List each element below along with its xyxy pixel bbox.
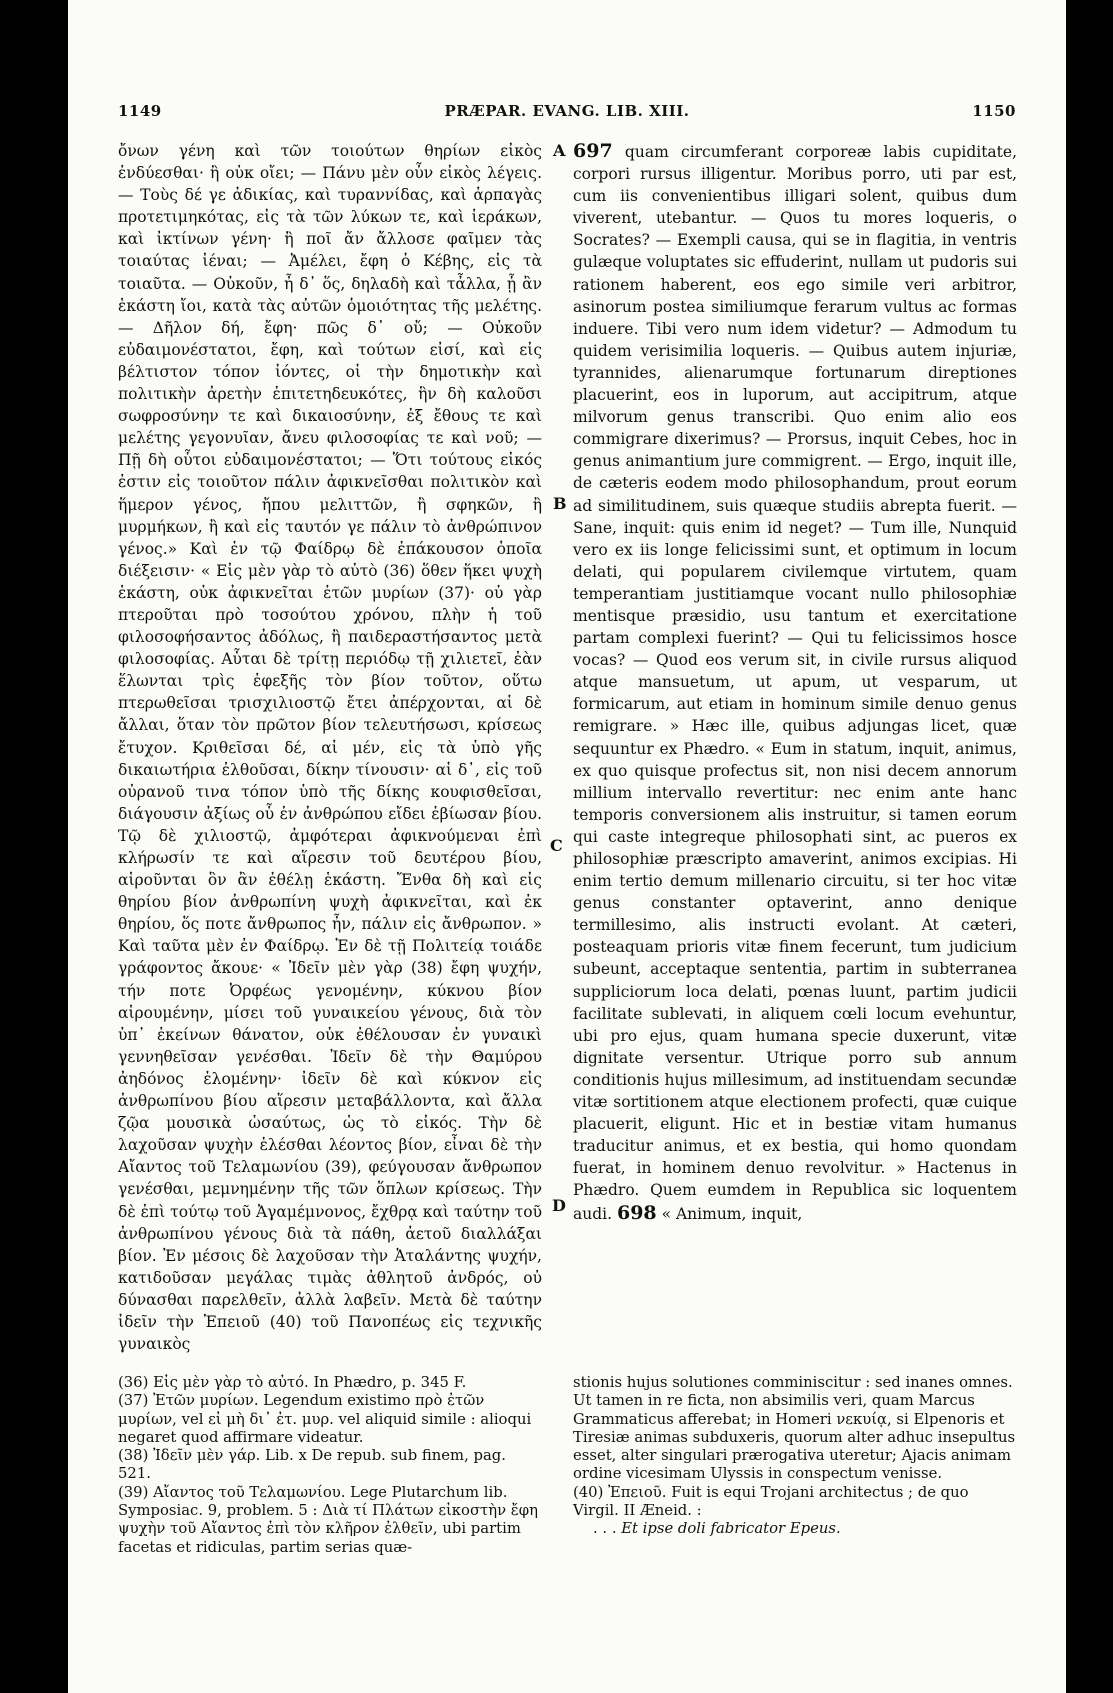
running-header [118,102,1016,128]
greek-text: ὄνων γένη καὶ τῶν τοιούτων θηρίων εἰκὸς ἐνδύεσθαι· ἢ οὐκ οἴει; — Πάνυ μὲν οὖν εἰκὸς λέγεις. — Τοὺς δέ γε ἀδικίας, καὶ τυραννίδας, καὶ ἁρπαγὰς προτετιμηκότας, εἰς τὰ τῶν λύκων τε, καὶ ἱεράκων, καὶ ἰκτίνων γένη· ἢ ποῖ ἄν ἄλλοσε φαῖμεν τὰς τοιαύτας ἰέναι; — Ἀμέλει, ἔφη ὁ Κέβης, εἰς τὰ τοιαῦτα. — Οὐκοῦν, ἦ δ᾽ ὅς, δηλαδὴ καὶ τἆλλα, ᾗ ἂν ἑκάστη ἴοι, κατὰ τὰς αὐτῶν ὁμοιότητας τῆς μελέτης. — Δῆλον δή, ἔφη· πῶς δ᾽ οὔ; — Οὐκοῦν εὐδαιμονέστατοι, ἔφη, καὶ τούτων εἰσί, καὶ εἰς βέλτιστον τόπον ἰόντες, οἱ τὴν δημοτικὴν καὶ πολιτικὴν ἀρετὴν ἐπιτετηδευκότες, ἣν δὴ καλοῦσι σωφροσύνην τε καὶ δικαιοσύνην, ἐξ ἔθους τε καὶ μελέτης γεγονυῖαν, ἄνευ φιλοσοφίας τε καὶ νοῦ; — Πῇ δὴ οὗτοι εὐδαιμονέστατοι; — Ὅτι τούτους εἰκός ἐστιν εἰς τοιοῦτον πάλιν ἀφικνεῖσθαι πολιτικὸν καὶ ἥμερον γένος, ἤπου μελιττῶν, ἢ σφηκῶν, ἢ μυρμήκων, ἢ καὶ εἰς ταυτόν γε πάλιν τὸ ἀνθρώπινον γένος.» Καὶ ἐν τῷ Φαίδρῳ δὲ ἐπάκουσον ὁποῖα διέξεισιν· « Εἰς μὲν γὰρ τὸ αὐτὸ (36) ὅθεν ἥκει ψυχὴ ἑκάστη, οὐκ ἀφικνεῖται ἐτῶν μυρίων (37)· οὐ γὰρ πτεροῦται πρὸ τοσούτου χρόνου, πλὴν ἡ τοῦ φιλοσοφήσαντος ἀδόλως, ἢ παιδεραστήσαντος μετὰ φιλοσοφίας. Αὗται δὲ τρίτῃ περιόδῳ τῇ χιλιετεῖ, ἐὰν ἕλωνται τρὶς ἐφεξῆς τὸν βίον τοῦτον, οὕτω πτερωθεῖσαι τρισχιλιοστῷ ἔτει ἀπέρχονται, αἱ δὲ ἄλλαι, ὅταν τὸν πρῶτον βίον τελευτήσωσι, κρίσεως ἔτυχον. Κριθεῖσαι δέ, αἱ μέν, εἰς τὰ ὑπὸ γῆς δικαιωτήρια ἐλθοῦσαι, δίκην τίνουσιν· αἱ δ᾽, εἰς τοῦ οὐρανοῦ τινα τόπον ὑπὸ τῆς δίκης κουφισθεῖσαι, διάγουσιν ἀξίως οὗ ἐν ἀνθρώπου εἴδει ἐβίωσαν βίου. Τῷ δὲ χιλιοστῷ, ἀμφότεραι ἀφικνούμεναι ἐπὶ κλήρωσίν τε καὶ αἵρεσιν τοῦ δευτέρου βίου, αἱροῦνται ὃν ἂν ἐθέλῃ ἑκάστη. Ἔνθα δὴ καὶ εἰς θηρίου βίον ἀνθρωπίνη ψυχὴ ἀφικνεῖται, καὶ ἐκ θηρίου, ὅς ποτε ἄνθρωπος ἦν, πάλιν εἰς ἄνθρωπον. » Καὶ ταῦτα μὲν ἐν Φαίδρῳ. Ἐν δὲ τῇ Πολιτείᾳ τοιάδε γράφοντος ἄκουε· « Ἰδεῖν μὲν γὰρ (38) ἔφη ψυχήν, τήν ποτε Ὀρφέως γενομένην, κύκνου βίον αἱρουμένην, μίσει τοῦ γυναικείου γένους, διὰ τὸν ὑπ᾽ ἐκείνων θάνατον, οὐκ ἐθέλουσαν ἐν γυναικὶ γεννηθεῖσαν γενέσθαι. Ἰδεῖν δὲ τὴν Θαμύρου ἀηδόνος ἑλομένην· ἰδεῖν δὲ καὶ κύκνον εἰς ἀνθρωπίνου βίου αἵρεσιν μεταβάλλοντα, καὶ ἄλλα ζῷα μουσικὰ ὡσαύτως, ὡς τὸ εἰκός. Τὴν δὲ λαχοῦσαν ψυχὴν ἑλέσθαι λέοντος βίον, εἶναι δὲ τὴν Αἴαντος τοῦ Τελαμωνίου (39), φεύγουσαν ἄνθρωπον γενέσθαι, μεμνημένην τῆς τῶν ὅπλων κρίσεως. Τὴν δὲ ἐπὶ τούτῳ τοῦ Ἀγαμέμνονος, ἔχθρᾳ καὶ ταύτην τοῦ ἀνθρωπίνου γένους διὰ τὰ πάθη, ἀετοῦ διαλλάξαι βίον. Ἐν μέσοις δὲ λαχοῦσαν τὴν Ἀταλάντης ψυχήν, κατιδοῦσαν μεγάλας τιμὰς ἀθλητοῦ ἀνδρός, οὐ δύνασθαι παρελθεῖν, ἀλλὰ λαβεῖν. Μετὰ δὲ ταύτην ἰδεῖν τὴν Ἐπειοῦ (40) τοῦ Πανοπέως εἰς τεχνικῆς γυναικὸς [118,142,542,1354]
footnotes-left [118,1374,542,1557]
footnote: (38) Ἰδεῖν μὲν γάρ. Lib. x De repub. sub finem, pag. 521. [118,1447,506,1483]
footnote: (36) Εἰς μὲν γὰρ τὸ αὐτό. In Phædro, p. 345 F. [118,1374,467,1391]
latin-text-part: quam circumferant corporeæ labis cupiditate, corpori rursus illigentur. Moribus porro, uti par est, cum iis convenientibus illigari solent, quibus dum viverent, utebantur. — Quos tu mores loqueris, o Socrates? — Exempli causa, qui se in flagitia, in ventris gulæque voluptates sic effuderint, nullam ut pudoris sui rationem haberent, eos ego simile veri arbitror, asinorum postea similiumque ferarum vultus ac formas induere. Tibi vero num idem videtur? — Admodum tu quidem verisimilia loqueris. — Quibus autem injuriæ, tyrannides, alienarumque fortunarum direptiones placuerint, eos in luporum, aut accipitrum, atque milvorum genus transcribi. Quo enim alio eos commigrare dixerimus? — Prorsus, inquit Cebes, hoc in genus animantium jure commigrent. — Ergo, inquit ille, de cæteris eodem modo philosophandum, prout eorum ad similitudinem, suis quæque studiis abrepta fuerit. — Sane, inquit: quis enim id neget? — Tum ille, Nunquid vero ex iis longe felicissimi sunt, et optimum in locum delati, qui popularem civilemque virtutem, quam temperantiam justitiamque vocant nullo philosophiæ mentisque præsidio, usu tantum et exercitatione partam complexi fuerint? — Qui tu felicissimos hosce vocas? — Quod eos verum sit, in civile rursus aliquod atque mansuetum, ut apum, ut vesparum, ut formicarum, aut etiam in hominum simile denuo genus remigrare. » Hæc ille, quibus adjungas licet, quæ sequuntur ex Phædro. « Eum in statum, inquit, animus, ex quo quisque profectus sit, non nisi decem annorum millium intervallo revertitur: nec enim ante hanc temporis conversionem alis instruitur, si tamen eorum qui caste integreque philosophati sint, ac pueros ex philosophiæ præscripto amaverint, animos excipias. Hi enim tertio demum millenario circuitu, si ter hoc vitæ genus constanter optaverint, anno denique termillesimo, alis instructi evolant. At cæteri, posteaquam prioris vitæ finem fecerunt, tum judicium subeunt, acceptaque sententia, partim in subterranea suppliciorum loca delati, pœnas luunt, partim judicii facilitate sublevati, in aliquem cœli locum evehuntur, ubi pro ejus, quam humana specie duxerunt, vitæ dignitate versentur. Utrique porro sub annum conditionis hujus millesimum, ad instituendam secundæ vitæ sortitionem atque electionem profecti, quæ cuique placuerit, eligunt. Hic et in bestiæ vitam humanus traducitur animus, et ex bestia, qui homo quondam fuerat, in hominem denuo revolvitur. » Hactenus in Phædro. Quem eumdem in Republica sic loquentem audi. [573,143,1017,1223]
margin-letter-a: A [553,141,566,160]
footnote-verse: . . . Et ipse doli fabricator Epeus. [593,1520,841,1538]
page-number-left: 1149 [118,102,162,120]
footnote: stionis hujus solutiones comminiscitur : sed inanes omnes. Ut tamen in re ficta, non absimilis veri, quam Marcus Grammaticus afferebat; in Homeri νεκυίᾳ, si Elpenoris et Tiresiæ animas subduxeris, quorum alter adhuc insepultus esset, alter singulari prærogativa uteretur; Ajacis animam ordine vicesimam Ulyssis in conspectum venisse. [573,1374,1016,1483]
margin-letter-d: D [552,1196,566,1215]
running-title: PRÆPAR. EVANG. LIB. XIII. [444,102,690,120]
footnotes-right [573,1374,1017,1539]
inline-page-number: 697 [573,140,613,162]
book-page [68,0,1066,1693]
latin-text-column [573,140,1017,1225]
inline-page-number: 698 [616,1201,657,1224]
latin-text-part: « Animum, inquit, [661,1204,803,1223]
margin-letter-c: C [550,836,563,855]
page-number-right: 1150 [972,102,1016,120]
margin-letter-b: B [553,494,567,513]
latin-text [573,140,1017,1225]
footnote: (39) Αἴαντος τοῦ Τελαμωνίου. Lege Plutarchum lib. Symposiac. 9, problem. 5 : Διὰ τί Πλάτων εἰκοστὴν ἔφη ψυχὴν τοῦ Αἴαντος ἐπὶ τὸν κλῆρον ἐλθεῖν, ubi partim facetas et ridiculas, partim serias quæ- [118,1483,538,1556]
greek-text-column [118,140,542,1355]
footnote: (40) Ἐπειοῦ. Fuit is equi Trojani architectus ; de quo Virgil. II Æneid. : [573,1483,969,1520]
footnote: (37) Ἐτῶν μυρίων. Legendum existimo πρὸ ἐτῶν μυρίων, vel εἰ μὴ δι᾽ ἐτ. μυρ. vel aliquid simile : alioqui negaret quod affirmare videatur. [118,1392,532,1446]
